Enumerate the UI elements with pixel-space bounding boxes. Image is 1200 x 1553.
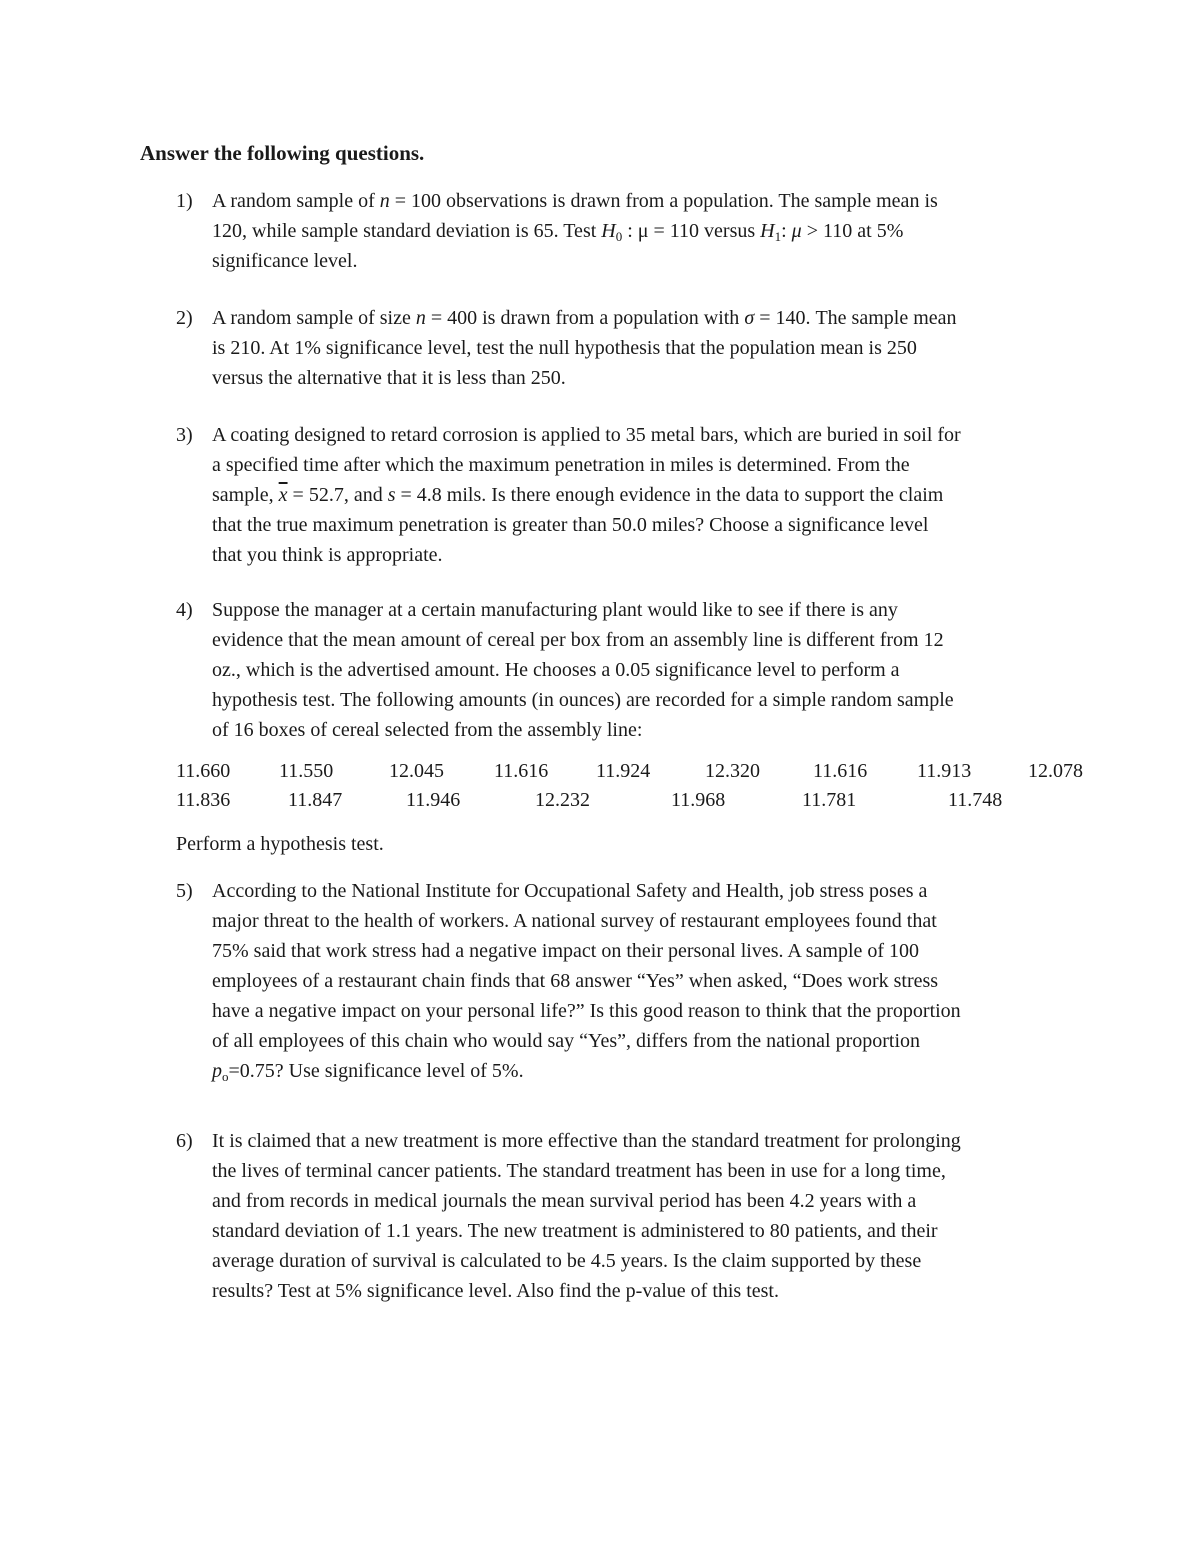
question-6 — [176, 1126, 961, 1306]
data-value: 11.968 — [671, 789, 726, 811]
question-text-line: A random sample of size n = 400 is drawn from a population with σ = 140. The sample mean — [212, 307, 957, 329]
question-text-line: of 16 boxes of cereal selected from the assembly line: — [212, 719, 643, 741]
data-value: 11.781 — [802, 789, 857, 811]
page-heading: Answer the following questions. — [140, 141, 425, 165]
question-number: 2) — [176, 307, 193, 329]
question-text-line: that you think is appropriate. — [212, 544, 443, 566]
question-text-line: a specified time after which the maximum penetration in miles is determined. From the — [212, 454, 910, 476]
question-2 — [176, 303, 957, 393]
data-value: 11.550 — [279, 760, 334, 782]
question-text-line: Suppose the manager at a certain manufacturing plant would like to see if there is any — [212, 599, 898, 621]
question-text-line: It is claimed that a new treatment is more effective than the standard treatment for prolonging — [212, 1130, 961, 1152]
perform-instruction: Perform a hypothesis test. — [176, 833, 384, 855]
question-5 — [176, 876, 961, 1086]
question-text-line: have a negative impact on your personal life?” Is this good reason to think that the proportion — [212, 1000, 961, 1022]
question-text-line: of all employees of this chain who would say “Yes”, differs from the national proportion — [212, 1030, 921, 1052]
question-number: 5) — [176, 880, 193, 902]
data-value: 11.946 — [406, 789, 461, 811]
question-text-line: versus the alternative that it is less than 250. — [212, 367, 566, 389]
question-text-line: A coating designed to retard corrosion is applied to 35 metal bars, which are buried in soil for — [212, 424, 961, 446]
data-row-1 — [176, 757, 1106, 785]
question-1 — [176, 186, 938, 276]
question-text-line: According to the National Institute for Occupational Safety and Health, job stress poses a — [212, 880, 928, 902]
data-value: 11.836 — [176, 789, 231, 811]
data-value: 11.748 — [948, 789, 1003, 811]
question-text-line: major threat to the health of workers. A national survey of restaurant employees found that — [212, 910, 937, 932]
question-text-line: the lives of terminal cancer patients. The standard treatment has been in use for a long time, — [212, 1160, 946, 1182]
question-text-line: significance level. — [212, 250, 358, 272]
data-value: 11.616 — [813, 760, 868, 782]
question-text-line: employees of a restaurant chain finds that 68 answer “Yes” when asked, “Does work stress — [212, 970, 939, 992]
question-text-line: sample, $\overline{x} = 52.7$, and s = 4.8 mils. Is there enough evidence in the data to support the claim — [212, 484, 944, 506]
question-number: 6) — [176, 1130, 193, 1152]
question-text-line: A random sample of n = 100 observations is drawn from a population. The sample mean is — [212, 190, 938, 212]
question-number: 1) — [176, 190, 193, 212]
data-value: 12.078 — [1028, 760, 1083, 782]
data-value: 11.660 — [176, 760, 231, 782]
question-text-line: average duration of survival is calculated to be 4.5 years. Is the claim supported by these — [212, 1250, 922, 1272]
data-value: 11.924 — [596, 760, 651, 782]
data-value: 11.616 — [494, 760, 549, 782]
data-value: 11.847 — [288, 789, 343, 811]
question-text-line: that the true maximum penetration is greater than 50.0 miles? Choose a significance level — [212, 514, 929, 536]
question-text-line: is 210. At 1% significance level, test the null hypothesis that the population mean is 250 — [212, 337, 917, 359]
question-text-line: standard deviation of 1.1 years. The new treatment is administered to 80 patients, and their — [212, 1220, 938, 1242]
question-number: 4) — [176, 599, 193, 621]
question-text-line: oz., which is the advertised amount. He chooses a 0.05 significance level to perform a — [212, 659, 900, 681]
question-text-line: 75% said that work stress had a negative impact on their personal lives. A sample of 100 — [212, 940, 920, 962]
question-text-line: evidence that the mean amount of cereal per box from an assembly line is different from 12 — [212, 629, 944, 651]
data-value: 11.913 — [917, 760, 972, 782]
question-text-line: hypothesis test. The following amounts (in ounces) are recorded for a simple random sample — [212, 689, 954, 711]
question-4 — [176, 595, 954, 745]
question-number: 3) — [176, 424, 193, 446]
data-value: 12.320 — [705, 760, 760, 782]
question-text-line: results? Test at 5% significance level. Also find the p-value of this test. — [212, 1280, 779, 1302]
question-text-line: and from records in medical journals the mean survival period has been 4.2 years with a — [212, 1190, 917, 1212]
data-value: 12.045 — [389, 760, 444, 782]
data-value: 12.232 — [535, 789, 590, 811]
question-text-line: 120, while sample standard deviation is 65. Test $H_0$ : μ = 110 versus $H_1$: μ > 110 at 5% — [212, 220, 904, 244]
question-3 — [176, 420, 961, 570]
question-text-line: $p_o=0.75$? Use significance level of 5%. — [212, 1060, 524, 1084]
data-row-2 — [176, 786, 1106, 814]
